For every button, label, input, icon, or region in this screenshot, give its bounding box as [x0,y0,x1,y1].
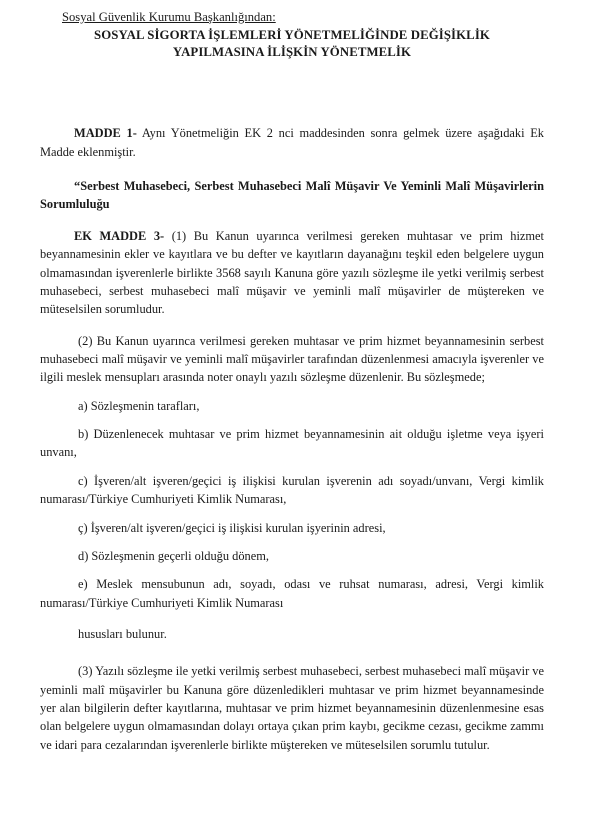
list-item-b: b) Düzenlenecek muhtasar ve prim hizmet beyannamesinin ait olduğu işletme veya işyeri unvanı, [40,427,544,460]
list-item-a: a) Sözleşmenin tarafları, [78,398,200,413]
issuing-authority: Sosyal Güvenlik Kurumu Başkanlığından: [62,10,276,24]
article-1-label: MADDE 1- [74,126,137,141]
list-item-c-cedilla: ç) İşveren/alt işveren/geçici iş ilişkisi kurulan işyerinin adresi, [78,520,386,535]
additional-article-text: (1) Bu Kanun uyarınca verilmesi gereken muhtasar ve prim hizmet beyannamesinin ekler ve kayıtlara ve bu defter ve kayıtların dayanağını teşkil eden belgelere uygun olmamasından işverenlerle birlikte 3568 sayılı Kanuna göre yazılı sözleşme ile yetki verilmiş serbest muhasebeci, serbest muhasebeci malî müşavir ve yeminli malî müşavirler de müştereken ve müteselsilen sorumludur. [40,228,544,317]
list-item-e: e) Meslek mensubunun adı, soyadı, odası ve ruhsat numarası, adresi, Vergi kimlik numarası/Türkiye Cumhuriyeti Kimlik Numarası [40,577,544,610]
article-1 [40,124,544,161]
paragraph-3: (3) Yazılı sözleşme ile yetki verilmiş serbest muhasebeci, serbest muhasebeci malî müşavir ve yeminli malî müşavirler bu Kanuna göre düzenledikleri muhtasar ve prim hizmet beyannamesinde yer alan bilgilerin defter kayıtlarına, muhtasar ve prim hizmet beyannamesinin düzenlenmesine esas olan belgelere uygun olmamasından dolayı ortaya çıkan prim kaybı, gecikme cezası, gecikme zammı ve idari para cezalarından işverenlerle birlikte müştereken ve müteselsilen sorumlu tutulur. [40,664,544,752]
document-title-line-2: YAPILMASINA İLİŞKİN YÖNETMELİK [172,44,412,59]
spacer [40,60,544,124]
section-title: “Serbest Muhasebeci, Serbest Muhasebeci Malî Müşavir Ve Yeminli Malî Müşavirlerin Sorumluluğu [40,179,544,212]
paragraph-2: (2) Bu Kanun uyarınca verilmesi gereken muhtasar ve prim hizmet beyannamesinin serbest muhasebeci malî müşavir ve yeminli malî müşavirler tarafından düzenlenmesi amacıyla işverenler ve ilgili meslek mensupları arasında noter onaylı yazılı sözleşme düzenlenir. Bu sözleşmede; [40,333,544,385]
list-item-c: c) İşveren/alt işveren/geçici iş ilişkisi kurulan işverenin adı soyadı/unvanı, Vergi kimlik numarası/Türkiye Cumhuriyeti Kimlik Numarası, [40,473,544,507]
article-1-text: Aynı Yönetmeliğin EK 2 nci maddesinden sonra gelmek üzere aşağıdaki Ek Madde eklenmiştir. [40,126,544,159]
list-item-d: d) Sözleşmenin geçerli olduğu dönem, [78,548,269,563]
document-title-line-1: SOSYAL SİGORTA İŞLEMLERİ YÖNETMELİĞİNDE DEĞİŞİKLİK [94,27,490,42]
closing-line: hususları bulunur. [78,626,167,641]
additional-article-3 [40,227,544,319]
additional-article-label: EK MADDE 3- [74,228,165,243]
